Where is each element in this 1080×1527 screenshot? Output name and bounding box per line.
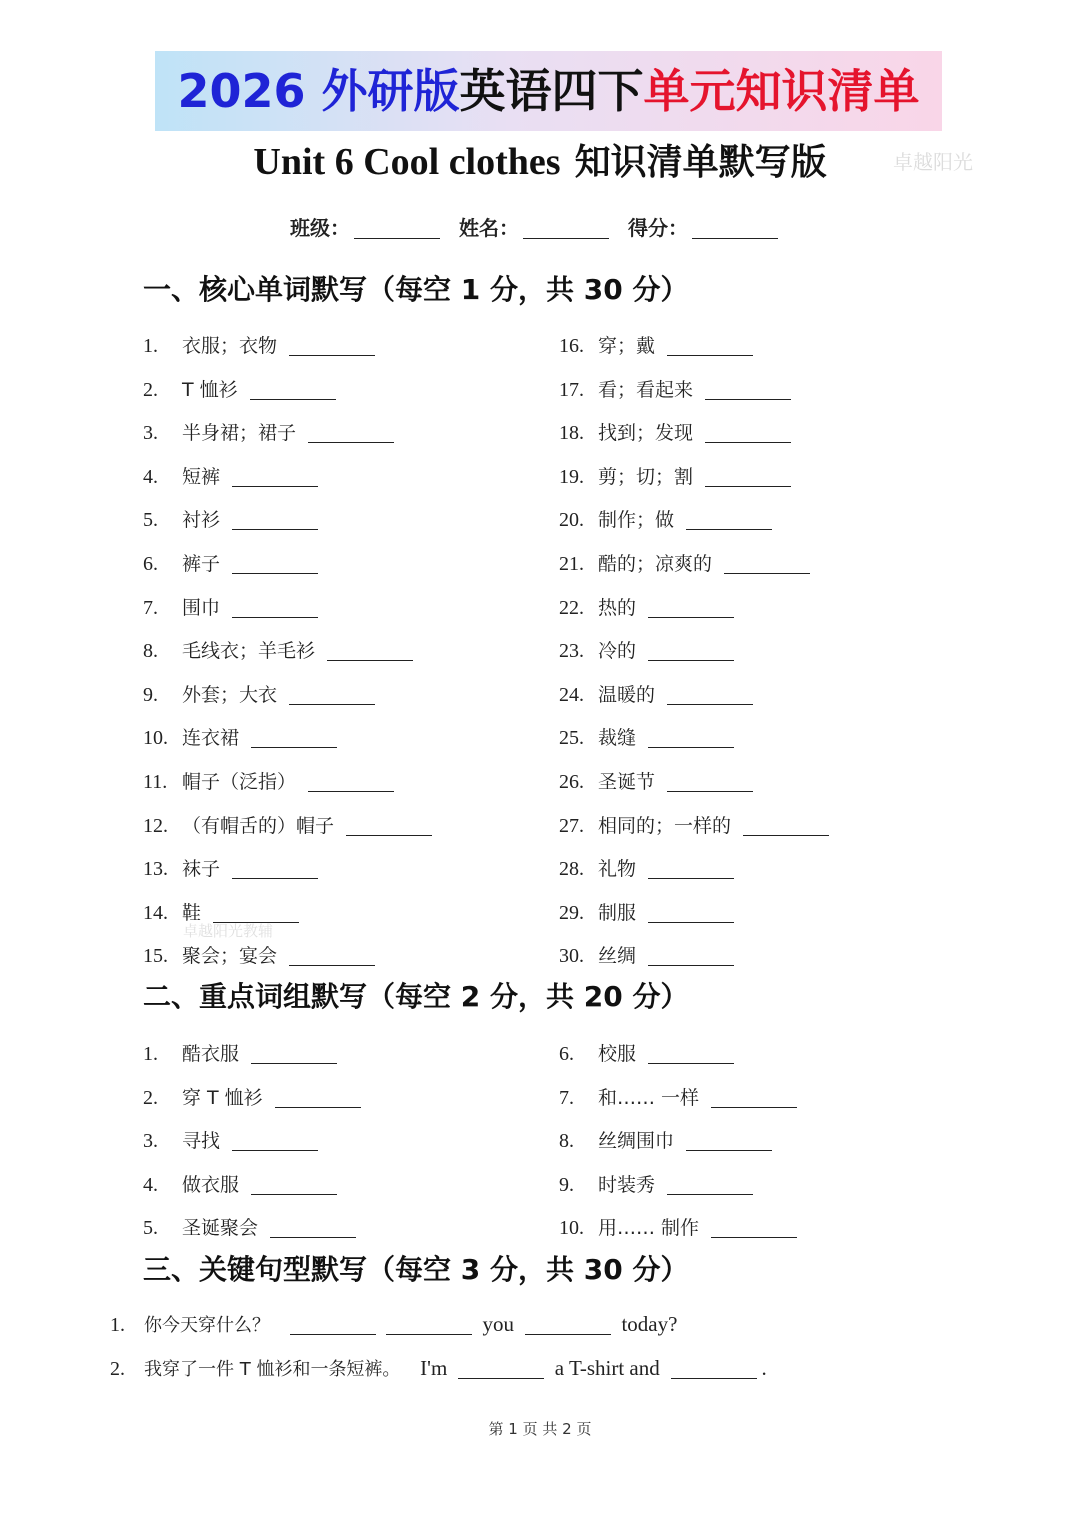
item-text: 衣服；衣物 (182, 335, 278, 357)
item-text: 圣诞聚会 (182, 1217, 259, 1240)
list-item (143, 462, 318, 489)
answer-blank[interactable] (711, 1089, 797, 1108)
list-item (143, 1213, 356, 1240)
list-item (143, 854, 318, 881)
answer-blank[interactable] (346, 817, 432, 836)
item-text: 酷衣服 (182, 1043, 240, 1065)
list-item (559, 331, 753, 358)
answer-blank[interactable] (232, 599, 318, 618)
item-text: 聚会；宴会 (182, 945, 278, 968)
item-number: 20. (559, 509, 584, 532)
answer-blank[interactable] (232, 555, 318, 574)
list-item (143, 680, 375, 707)
answer-blank[interactable] (289, 337, 375, 356)
answer-blank[interactable] (648, 904, 734, 923)
item-text: 袜子 (182, 858, 221, 881)
item-text: 衬衫 (182, 509, 221, 532)
list-item (143, 1126, 318, 1153)
answer-blank[interactable] (386, 1316, 472, 1335)
list-item (143, 505, 318, 532)
sentence-number: 1. (110, 1314, 125, 1336)
list-item (559, 462, 791, 489)
name-label: 姓名： (459, 216, 519, 240)
item-number: 10. (143, 727, 168, 750)
item-number: 1. (143, 335, 158, 357)
answer-blank[interactable] (270, 1219, 356, 1238)
item-text: 制服 (598, 901, 637, 924)
section1-title: 一、核心单词默写（每空 1 分，共 30 分） (143, 273, 689, 306)
list-item (143, 1039, 337, 1066)
answer-blank[interactable] (667, 337, 753, 356)
answer-blank[interactable] (711, 1219, 797, 1238)
item-number: 19. (559, 465, 584, 488)
sentence-word: a T-shirt and (554, 1356, 660, 1380)
watermark-small: 卓越阳光教辅 (183, 922, 274, 940)
answer-blank[interactable] (648, 1045, 734, 1064)
answer-blank[interactable] (724, 555, 810, 574)
answer-blank[interactable] (743, 817, 829, 836)
item-number: 30. (559, 945, 584, 968)
item-text: 圣诞节 (598, 771, 656, 793)
answer-blank[interactable] (686, 1132, 772, 1151)
answer-blank[interactable] (290, 1316, 376, 1335)
item-text: 连衣裙 (182, 727, 240, 750)
answer-blank[interactable] (250, 381, 336, 400)
answer-blank[interactable] (648, 860, 734, 879)
list-item (559, 1126, 772, 1153)
item-number: 3. (143, 1130, 158, 1153)
item-text: 毛线衣；羊毛衫 (182, 640, 316, 663)
item-text: 温暖的 (598, 683, 656, 706)
list-item (559, 636, 734, 663)
item-text: 丝绸围巾 (598, 1130, 675, 1153)
item-number: 18. (559, 422, 584, 445)
list-item (559, 723, 734, 750)
item-text: 外套；大衣 (182, 683, 278, 706)
item-text: 剪；切；割 (598, 465, 694, 488)
score-blank[interactable] (692, 220, 778, 239)
list-item (559, 505, 772, 532)
class-label: 班级： (290, 216, 351, 240)
item-number: 2. (143, 1086, 158, 1109)
list-item (559, 593, 734, 620)
watermark: 卓越阳光 (893, 150, 973, 174)
title-part-red: 单元知识清单 (643, 64, 920, 118)
sentence-word: today? (621, 1312, 678, 1336)
answer-blank[interactable] (327, 642, 413, 661)
list-item (559, 1170, 753, 1197)
answer-blank[interactable] (705, 424, 791, 443)
item-number: 6. (559, 1043, 574, 1065)
sentence-2 (110, 1355, 767, 1381)
answer-blank[interactable] (667, 1176, 753, 1195)
item-number: 27. (559, 814, 584, 837)
answer-blank[interactable] (671, 1360, 757, 1379)
answer-blank[interactable] (251, 729, 337, 748)
list-item (559, 941, 734, 968)
item-text: 丝绸 (598, 945, 637, 968)
item-text: T 恤衫 (182, 378, 238, 401)
subtitle-chinese: 知识清单默写版 (574, 142, 827, 183)
item-text: 时装秀 (598, 1173, 656, 1196)
title-part-dark: 英语四下 (459, 64, 644, 118)
answer-blank[interactable] (232, 468, 318, 487)
item-number: 16. (559, 335, 584, 357)
item-text: （有帽舌的）帽子 (182, 814, 335, 837)
list-item (559, 680, 753, 707)
item-text: 冷的 (598, 640, 637, 663)
list-item (143, 331, 375, 358)
score-label: 得分： (627, 216, 688, 240)
item-text: 穿；戴 (598, 335, 656, 357)
list-item (143, 636, 413, 663)
item-number: 25. (559, 727, 584, 750)
item-text: 裁缝 (598, 727, 637, 750)
list-item (559, 854, 734, 881)
answer-blank[interactable] (275, 1089, 361, 1108)
item-number: 23. (559, 640, 584, 663)
answer-blank[interactable] (213, 904, 299, 923)
item-number: 7. (559, 1086, 574, 1109)
item-text: 裤子 (182, 553, 221, 575)
item-number: 3. (143, 422, 158, 445)
item-number: 5. (143, 1217, 158, 1240)
item-number: 28. (559, 858, 584, 881)
item-number: 10. (559, 1217, 584, 1240)
list-item (143, 767, 394, 794)
answer-blank[interactable] (251, 1176, 337, 1195)
answer-blank[interactable] (648, 599, 734, 618)
item-text: 相同的；一样的 (598, 814, 732, 837)
sentence-1 (110, 1311, 677, 1337)
item-number: 4. (143, 1173, 158, 1196)
sentence-word: I'm (420, 1356, 448, 1380)
item-number: 7. (143, 596, 158, 619)
item-text: 和…… 一样 (598, 1086, 700, 1109)
list-item (559, 549, 810, 576)
item-text: 校服 (598, 1043, 637, 1065)
item-text: 穿 T 恤衫 (182, 1086, 263, 1109)
answer-blank[interactable] (705, 468, 791, 487)
item-text: 看；看起来 (598, 378, 694, 401)
page-title (155, 51, 942, 131)
sentence-chinese: 我穿了一件 T 恤衫和一条短裤。 (144, 1359, 401, 1380)
item-number: 15. (143, 945, 168, 968)
item-text: 用…… 制作 (598, 1217, 700, 1240)
list-item (143, 898, 299, 925)
list-item (559, 767, 753, 794)
answer-blank[interactable] (308, 773, 394, 792)
answer-blank[interactable] (289, 686, 375, 705)
list-item (143, 549, 318, 576)
list-item (559, 375, 791, 402)
answer-blank[interactable] (458, 1360, 544, 1379)
answer-blank[interactable] (251, 1045, 337, 1064)
item-number: 22. (559, 596, 584, 619)
title-banner (155, 51, 942, 131)
item-number: 8. (559, 1130, 574, 1153)
answer-blank[interactable] (686, 511, 772, 530)
list-item (559, 1213, 797, 1240)
list-item (143, 723, 337, 750)
answer-blank[interactable] (648, 642, 734, 661)
item-text: 做衣服 (182, 1173, 240, 1196)
item-number: 17. (559, 378, 584, 401)
answer-blank[interactable] (525, 1316, 611, 1335)
item-text: 找到；发现 (598, 422, 694, 445)
list-item (559, 418, 791, 445)
subtitle-english: Unit 6 Cool clothes (253, 141, 561, 183)
sentence-word: . (761, 1356, 767, 1380)
answer-blank[interactable] (232, 511, 318, 530)
item-number: 11. (143, 771, 168, 793)
sentence-number: 2. (110, 1358, 125, 1380)
item-text: 热的 (598, 596, 637, 619)
list-item (143, 593, 318, 620)
section2-title: 二、重点词组默写（每空 2 分，共 20 分） (143, 980, 689, 1013)
item-number: 2. (143, 378, 158, 401)
item-text: 帽子（泛指） (182, 771, 297, 793)
item-number: 1. (143, 1043, 158, 1065)
item-number: 13. (143, 858, 168, 881)
item-number: 8. (143, 640, 158, 663)
item-text: 寻找 (182, 1130, 221, 1153)
class-blank[interactable] (354, 220, 440, 239)
item-number: 9. (143, 683, 158, 706)
sentence-word: you (482, 1312, 514, 1336)
answer-blank[interactable] (648, 947, 734, 966)
item-number: 24. (559, 683, 584, 706)
item-number: 26. (559, 771, 584, 793)
item-text: 鞋 (182, 901, 202, 924)
list-item (143, 811, 432, 838)
list-item (143, 941, 375, 968)
item-number: 4. (143, 465, 158, 488)
item-text: 制作；做 (598, 509, 675, 532)
sentence-chinese: 你今天穿什么？ (144, 1315, 270, 1336)
item-number: 9. (559, 1173, 574, 1196)
answer-blank[interactable] (232, 860, 318, 879)
title-part-blue: 2026 外研版 (177, 64, 460, 118)
list-item (143, 1170, 337, 1197)
item-number: 6. (143, 553, 158, 575)
answer-blank[interactable] (667, 686, 753, 705)
item-number: 14. (143, 901, 168, 924)
list-item (559, 1083, 797, 1110)
item-text: 酷的；凉爽的 (598, 553, 713, 575)
answer-blank[interactable] (667, 773, 753, 792)
item-text: 半身裙；裙子 (182, 422, 297, 445)
page-footer: 第 1 页 共 2 页 (488, 1420, 592, 1438)
answer-blank[interactable] (648, 729, 734, 748)
list-item (143, 1083, 361, 1110)
answer-blank[interactable] (232, 1132, 318, 1151)
answer-blank[interactable] (289, 947, 375, 966)
item-number: 5. (143, 509, 158, 532)
list-item (143, 418, 394, 445)
list-item (143, 375, 336, 402)
list-item (559, 898, 734, 925)
item-number: 29. (559, 901, 584, 924)
name-blank[interactable] (523, 220, 609, 239)
list-item (559, 1039, 734, 1066)
section3-title: 三、关键句型默写（每空 3 分，共 30 分） (143, 1253, 689, 1286)
student-info-line (0, 212, 1080, 241)
item-text: 短裤 (182, 465, 221, 488)
item-number: 21. (559, 553, 584, 575)
item-text: 围巾 (182, 596, 221, 619)
answer-blank[interactable] (308, 424, 394, 443)
item-text: 礼物 (598, 858, 637, 881)
answer-blank[interactable] (705, 381, 791, 400)
item-number: 12. (143, 814, 168, 837)
list-item (559, 811, 829, 838)
